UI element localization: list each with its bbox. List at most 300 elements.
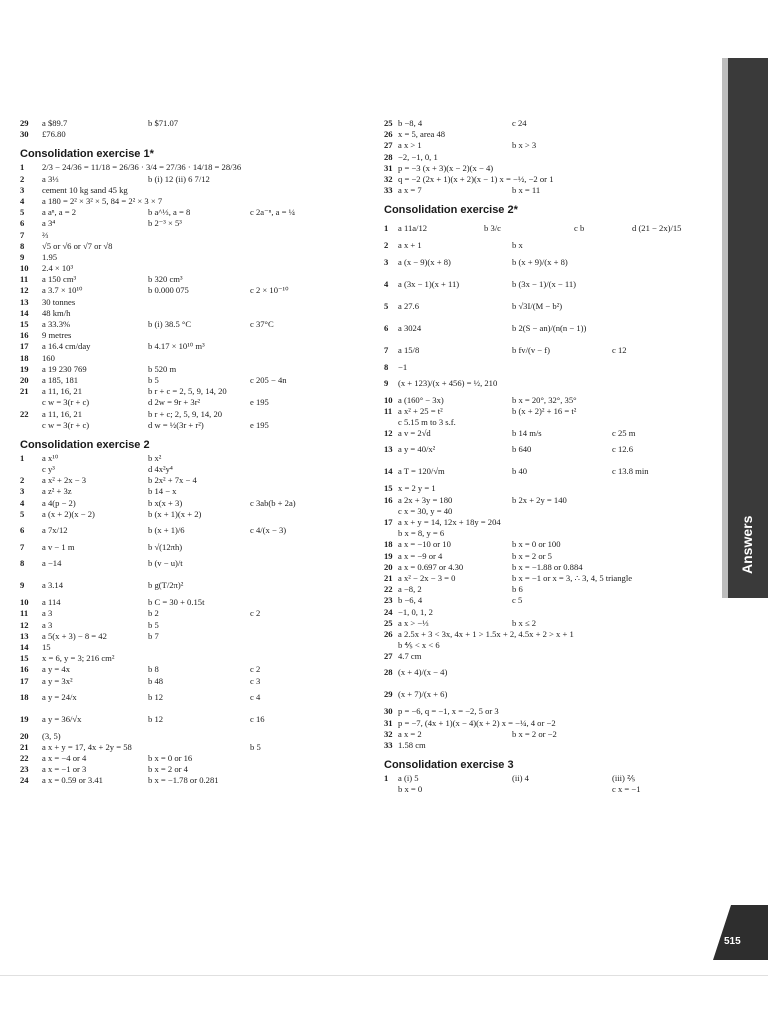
answer-row — [384, 406, 719, 417]
answer-row — [20, 620, 365, 631]
answer-part-a: c x = 30, y = 40 — [398, 505, 453, 516]
answer-row — [20, 174, 365, 185]
answer-part-a: a x² + 2x − 3 — [42, 475, 87, 486]
answer-part-c: e 195 — [250, 419, 269, 430]
question-number: 28 — [384, 667, 393, 678]
answer-part-b: b x = 20°, 32°, 35° — [512, 394, 577, 405]
answer-row — [20, 653, 365, 664]
answer-part-a: a y = 40/x² — [398, 444, 436, 455]
answer-part-a: a 7x/12 — [42, 525, 68, 535]
question-number: 5 — [20, 508, 25, 519]
answer-part-a: a 16.4 cm/day — [42, 341, 91, 352]
question-number: 31 — [384, 162, 393, 173]
answer-part-b: b 2x² + 7x − 4 — [148, 475, 197, 486]
answer-row — [20, 129, 365, 140]
question-number: 28 — [384, 151, 393, 162]
answer-row — [20, 330, 365, 341]
question-number: 26 — [384, 628, 393, 639]
answer-part-a: a z² + 3z — [42, 486, 72, 497]
answer-row — [384, 584, 719, 595]
answer-row — [384, 651, 719, 662]
section-heading: Consolidation exercise 1* — [20, 148, 154, 161]
answer-part-c: b 5 — [250, 741, 261, 752]
answer-row — [20, 409, 365, 420]
answer-row — [20, 297, 365, 308]
answer-row — [384, 395, 719, 406]
question-number: 31 — [384, 717, 393, 728]
answer-part-a: a x = 7 — [398, 185, 422, 196]
answers-column-right — [384, 118, 719, 796]
question-number: 21 — [384, 572, 393, 583]
section-heading: Consolidation exercise 2* — [384, 204, 518, 217]
answer-part-a: a x = −9 or 4 — [398, 550, 443, 561]
answer-row — [384, 118, 719, 129]
answer-part-a: a 11, 16, 21 — [42, 408, 83, 419]
question-number: 9 — [20, 251, 25, 262]
answer-part-a: (x + 4)/(x − 4) — [398, 667, 448, 678]
answer-part-a: −1 — [398, 361, 408, 372]
answer-part-c: c 4/(x − 3) — [250, 525, 287, 535]
question-number: 4 — [20, 195, 25, 206]
answer-row — [20, 397, 365, 408]
answer-row — [20, 185, 365, 196]
answer-row — [20, 364, 365, 375]
answer-part-b: b 12 — [148, 691, 164, 702]
answer-part-a: b x = 8, y = 6 — [398, 528, 445, 539]
answer-row — [20, 520, 365, 542]
answer-part-c: c 205 − 4n — [250, 374, 287, 385]
answer-part-a: 1.58 cm — [398, 740, 426, 750]
answer-row — [20, 218, 365, 229]
question-number: 23 — [20, 764, 29, 775]
answer-row — [384, 362, 719, 373]
answer-part-b: b x² — [148, 452, 162, 463]
answer-part-b: d 2w = 9r + 3r² — [148, 397, 201, 408]
answer-part-a: x = 6, y = 3; 216 cm² — [42, 653, 115, 664]
answer-part-a: a x = 2 — [398, 728, 422, 739]
answer-row — [20, 375, 365, 386]
answer-row — [20, 420, 365, 431]
answer-part-c: c 4 — [250, 691, 261, 702]
answer-row — [384, 417, 719, 428]
answer-part-a: a x = −10 or 10 — [398, 539, 451, 550]
answer-part-c: c 37°C — [250, 319, 274, 329]
answer-part-b: b 40 — [512, 466, 528, 477]
answer-row — [384, 629, 719, 640]
answer-part-c: c 2 — [250, 664, 261, 675]
answer-part-c: c x = −1 — [612, 784, 641, 795]
answer-part-a: ⅔ — [42, 229, 49, 240]
answer-part-a: a x = −4 or 4 — [42, 753, 87, 764]
answer-part-b: b 7 — [148, 630, 159, 641]
answer-row — [20, 263, 365, 274]
answer-part-b: b 2⁻³ × 5³ — [148, 218, 182, 229]
question-number: 6 — [384, 322, 389, 333]
answer-row — [20, 308, 365, 319]
answer-row — [384, 340, 719, 362]
question-number: 16 — [20, 664, 29, 675]
answer-part-a: a (i) 5 — [398, 773, 419, 784]
answer-part-c: e 195 — [250, 397, 269, 408]
question-number: 10 — [384, 394, 393, 405]
answer-part-a: a 27.6 — [398, 300, 420, 311]
question-number: 17 — [384, 517, 393, 527]
answer-part-a: b x = 0 — [398, 784, 423, 795]
answer-row — [384, 539, 719, 550]
answer-part-c: c 3 — [250, 675, 261, 686]
answer-row — [384, 163, 719, 174]
answer-row — [20, 475, 365, 486]
answer-part-b: b 12 — [148, 713, 164, 724]
answer-row — [384, 185, 719, 196]
answer-part-a: a (3x − 1)(x + 11) — [398, 278, 460, 289]
answer-part-c: c 13.8 min — [612, 466, 649, 477]
answer-row — [20, 631, 365, 642]
section-heading: Consolidation exercise 2 — [20, 438, 150, 451]
answer-part-b: b 5 — [148, 619, 159, 630]
answer-row — [384, 129, 719, 140]
answer-part-b: b g(T/2π)² — [148, 580, 184, 591]
question-number: 8 — [20, 558, 25, 569]
answer-part-a: a y = 4x — [42, 664, 70, 675]
answer-row — [20, 207, 365, 218]
question-number: 14 — [20, 641, 29, 652]
question-number: 33 — [384, 740, 393, 750]
answer-row — [20, 464, 365, 475]
answer-part-a: a 150 cm³ — [42, 274, 77, 285]
answer-part-b: b 2x + 2y = 140 — [512, 494, 567, 505]
question-number: 12 — [20, 285, 29, 296]
answer-row — [384, 296, 719, 318]
answer-part-c: c 2 × 10⁻¹⁰ — [250, 285, 289, 296]
answer-row — [384, 152, 719, 163]
answer-part-b: b 8 — [148, 664, 159, 675]
answer-part-a: −1, 0, 1, 2 — [398, 606, 433, 617]
answer-part-a: cement 10 kg sand 45 kg — [42, 184, 128, 195]
answer-row — [384, 740, 719, 751]
answer-part-b: b 6 — [512, 584, 523, 595]
answer-row — [20, 597, 365, 608]
answer-row — [20, 230, 365, 241]
answer-part-b: b 14 m/s — [512, 428, 542, 439]
answer-part-a: a v − 1 m — [42, 542, 75, 552]
answer-part-a: −2, −1, 0, 1 — [398, 151, 438, 162]
answer-part-a: c w = 3(r + c) — [42, 419, 90, 430]
answer-row — [20, 353, 365, 364]
question-number: 30 — [384, 706, 393, 717]
answer-part-a: a 11a/12 — [398, 223, 428, 234]
question-number: 8 — [384, 361, 389, 372]
answer-part-a: p = −6, q = −1, x = −2, 5 or 3 — [398, 706, 499, 717]
answer-part-b: b 48 — [148, 675, 164, 686]
question-number: 5 — [20, 207, 25, 218]
question-number: 30 — [20, 129, 29, 140]
answer-part-a: a x + y = 17, 4x + 2y = 58 — [42, 741, 132, 752]
answer-part-b: b (3x − 1)/(x − 11) — [512, 278, 577, 289]
question-number: 11 — [20, 274, 29, 285]
answer-row — [384, 729, 719, 740]
answer-part-a: a y = 24/x — [42, 691, 77, 702]
answer-part-a: a aⁿ, a = 2 — [42, 207, 77, 218]
answer-part-b: b x = −1.88 or 0.884 — [512, 561, 583, 572]
answer-part-b: b 5 — [148, 374, 159, 385]
answer-part-b: b x > 3 — [512, 140, 537, 151]
answer-row — [20, 676, 365, 687]
question-number: 16 — [384, 494, 393, 505]
answer-part-a: a x + 1 — [398, 240, 422, 251]
answer-part-a: a 3024 — [398, 322, 422, 333]
answer-part-a: £76.80 — [42, 129, 66, 140]
answer-part-a: a 33.3% — [42, 319, 71, 329]
answer-part-b: b r + c; 2, 5, 9, 14, 20 — [148, 408, 223, 419]
answer-row — [20, 162, 365, 173]
question-number: 32 — [384, 173, 393, 184]
answer-row — [384, 252, 719, 274]
answer-part-a: a x² + 25 = t² — [398, 405, 443, 416]
answer-part-c: c 2a⁻ⁿ, a = ¼ — [250, 207, 296, 218]
answer-part-b: b C = 30 + 0.15t — [148, 597, 205, 608]
question-number: 33 — [384, 185, 393, 196]
answer-part-a: a 185, 181 — [42, 374, 79, 385]
answer-part-a: p = −3 (x + 3)(x − 2)(x − 4) — [398, 162, 494, 173]
answer-part-b: b x = 0 or 100 — [512, 539, 561, 550]
question-number: 15 — [384, 483, 393, 494]
question-number: 19 — [20, 363, 29, 374]
question-number: 4 — [384, 278, 389, 289]
answer-part-b: b x = 2 or 5 — [512, 550, 552, 561]
answer-row — [384, 706, 719, 717]
question-number: 19 — [384, 550, 393, 561]
answer-row — [20, 274, 365, 285]
question-number: 14 — [20, 307, 29, 318]
answer-part-a: a x¹⁰ — [42, 452, 59, 463]
answer-part-a: a 3 — [42, 619, 53, 630]
answer-row — [20, 498, 365, 509]
answer-part-b: c 5 — [512, 595, 523, 606]
answer-row — [384, 218, 719, 240]
answer-part-b: b x(x + 3) — [148, 497, 183, 508]
answer-part-a: 30 tonnes — [42, 296, 76, 307]
answer-part-a: a (160° − 3x) — [398, 394, 444, 405]
answer-part-c: (iii) ⅖ — [612, 773, 636, 784]
answer-part-a: c 5.15 m to 3 s.f. — [398, 417, 456, 428]
answer-row — [20, 709, 365, 731]
answer-part-b: b 14 − x — [148, 486, 177, 497]
answer-row — [20, 319, 365, 330]
question-number: 6 — [20, 525, 25, 535]
answer-part-b: b 520 m — [148, 363, 177, 374]
side-tab-label: Answers — [739, 515, 755, 575]
question-number: 9 — [384, 377, 389, 388]
answer-part-a: a v = 2√d — [398, 428, 431, 439]
question-number: 7 — [384, 344, 389, 355]
answer-part-a: a 19 230 769 — [42, 363, 87, 374]
question-number: 21 — [20, 386, 29, 397]
question-number: 2 — [20, 475, 25, 486]
question-number: 18 — [384, 539, 393, 550]
answer-row — [384, 684, 719, 706]
answer-part-b: b x = 11 — [512, 185, 541, 196]
answer-row — [20, 553, 365, 575]
answer-part-b: b r + c = 2, 5, 9, 14, 20 — [148, 386, 227, 397]
question-number: 9 — [20, 580, 25, 591]
answer-part-d: d (21 − 2x)/15 — [632, 223, 682, 234]
answer-part-b: b (i) 38.5 °C — [148, 319, 192, 329]
answer-part-a: 4.7 cm — [398, 651, 422, 662]
answer-part-a: a 11, 16, 21 — [42, 386, 83, 397]
answer-part-a: a x = −1 or 3 — [42, 764, 87, 775]
answer-part-b: (ii) 4 — [512, 773, 529, 784]
answer-part-a: 15 — [42, 641, 51, 652]
answer-part-a: a $89.7 — [42, 118, 68, 128]
answer-part-a: a 15/8 — [398, 344, 420, 355]
question-number: 29 — [20, 118, 29, 128]
answer-row — [384, 640, 719, 651]
answer-part-a: a −14 — [42, 558, 62, 569]
answer-row — [384, 595, 719, 606]
answer-part-b: b 2(S − an)/(n(n − 1)) — [512, 322, 587, 333]
answer-row — [20, 285, 365, 296]
answer-part-c: c b — [574, 223, 585, 234]
answer-part-b: b x = 0 or 16 — [148, 753, 193, 764]
answer-part-a: a x² − 2x − 3 = 0 — [398, 572, 456, 583]
answer-row — [20, 241, 365, 252]
page-number-badge — [713, 905, 768, 960]
answer-part-c: c 12.6 — [612, 444, 634, 455]
answer-row — [20, 764, 365, 775]
answer-part-b: b 3/c — [484, 223, 501, 234]
answer-row — [20, 742, 365, 753]
answer-part-a: a y = 3x² — [42, 675, 73, 686]
answer-part-a: 2.4 × 10³ — [42, 263, 74, 274]
question-number: 3 — [20, 486, 25, 497]
answer-part-b: b 640 — [512, 444, 532, 455]
answer-part-a: a x > −⅓ — [398, 617, 429, 628]
answer-part-a: (x + 123)/(x + 456) = ½, 210 — [398, 377, 498, 388]
question-number: 22 — [384, 584, 393, 595]
answer-part-a: b ⅘ < x < 6 — [398, 640, 440, 651]
answer-row — [384, 784, 719, 795]
question-number: 10 — [20, 597, 29, 608]
answer-part-a: a T = 120/√m — [398, 466, 445, 477]
question-number: 3 — [384, 256, 389, 267]
answer-part-b: b $71.07 — [148, 118, 179, 128]
answer-row — [384, 461, 719, 483]
answer-part-c: c 25 m — [612, 428, 636, 439]
answer-row — [20, 486, 365, 497]
answer-part-a: a 3⅓ — [42, 173, 59, 184]
question-number: 1 — [384, 223, 389, 234]
answer-part-a: b −8, 4 — [398, 118, 423, 128]
question-number: 24 — [20, 775, 29, 786]
answer-part-c: c 16 — [250, 713, 265, 724]
question-number: 1 — [384, 773, 389, 784]
answer-row — [20, 341, 365, 352]
answer-row — [384, 773, 719, 784]
answer-row — [20, 775, 365, 786]
answer-row — [20, 509, 365, 520]
question-number: 25 — [384, 617, 393, 628]
question-number: 7 — [20, 229, 25, 240]
answer-part-a: a 2.5x + 3 < 3x, 4x + 1 > 1.5x + 2, 4.5x + 2 > x + 1 — [398, 628, 574, 639]
page-bottom-rule — [0, 975, 768, 976]
question-number: 21 — [20, 741, 29, 752]
answer-part-b: b √3I/(M − b²) — [512, 300, 563, 311]
answer-part-b: b x = 2 or 4 — [148, 764, 188, 775]
answer-row — [384, 607, 719, 618]
question-number: 29 — [384, 689, 393, 700]
answer-part-b: b x = 2 or −2 — [512, 728, 557, 739]
answer-row — [20, 753, 365, 764]
question-number: 18 — [20, 691, 29, 702]
answer-row — [384, 318, 719, 340]
answer-row — [384, 373, 719, 395]
answer-part-b: c 24 — [512, 118, 527, 128]
answer-part-b: b (x + 2)² + 16 = t² — [512, 405, 577, 416]
answer-part-a: 2/3 − 24/36 = 11/18 = 26/36 · 3/4 = 27/36 · 14/18 = 28/36 — [42, 162, 242, 173]
question-number: 19 — [20, 713, 29, 724]
question-number: 20 — [20, 730, 29, 741]
answer-part-b: d 4x²y⁴ — [148, 464, 173, 475]
question-number: 1 — [20, 162, 25, 173]
answer-row — [20, 731, 365, 742]
question-number: 20 — [384, 561, 393, 572]
answer-part-a: 9 metres — [42, 330, 72, 341]
answer-row — [384, 174, 719, 185]
answers-column-left — [20, 118, 365, 787]
answer-row — [384, 718, 719, 729]
answer-part-b: b x — [512, 240, 523, 251]
answer-part-a: c y³ — [42, 464, 55, 475]
answer-row — [384, 528, 719, 539]
question-number: 17 — [20, 675, 29, 686]
answer-part-a: x = 5, area 48 — [398, 129, 446, 140]
answer-part-b: b 320 cm³ — [148, 274, 183, 285]
answer-part-b: b (x + 1)(x + 2) — [148, 508, 202, 519]
page-number: 515 — [724, 936, 741, 947]
answer-part-a: c w = 3(r + c) — [42, 397, 90, 408]
question-number: 17 — [20, 341, 29, 352]
answer-part-a: a 3.14 — [42, 580, 64, 591]
answer-row — [20, 118, 365, 129]
answer-part-b: b x = −1 or x = 3, ∴ 3, 4, 5 triangle — [512, 572, 633, 583]
answer-part-c: c 12 — [612, 344, 627, 355]
answer-row — [20, 664, 365, 675]
answer-row — [384, 483, 719, 494]
answer-row — [384, 428, 719, 439]
answer-row — [20, 252, 365, 263]
question-number: 15 — [20, 319, 29, 329]
question-number: 13 — [20, 296, 29, 307]
answer-part-b: b x = −1.78 or 0.281 — [148, 775, 219, 786]
answer-row — [20, 542, 365, 553]
question-number: 23 — [384, 595, 393, 606]
answer-part-b: b a^⅓, a = 8 — [148, 207, 191, 218]
answer-part-a: a 3⁴ — [42, 218, 56, 229]
question-number: 5 — [384, 300, 389, 311]
answer-part-a: q = −2 (2x + 1)(x + 2)(x − 1) x = −½, −2 or 1 — [398, 173, 554, 184]
answer-row — [20, 196, 365, 207]
question-number: 8 — [20, 240, 25, 251]
answer-part-b: b x ≤ 2 — [512, 617, 537, 628]
answer-row — [20, 575, 365, 597]
question-number: 20 — [20, 374, 29, 385]
answer-row — [384, 662, 719, 684]
question-number: 3 — [20, 184, 25, 195]
answer-row — [384, 562, 719, 573]
answer-row — [384, 439, 719, 461]
section-heading: Consolidation exercise 3 — [384, 759, 514, 772]
